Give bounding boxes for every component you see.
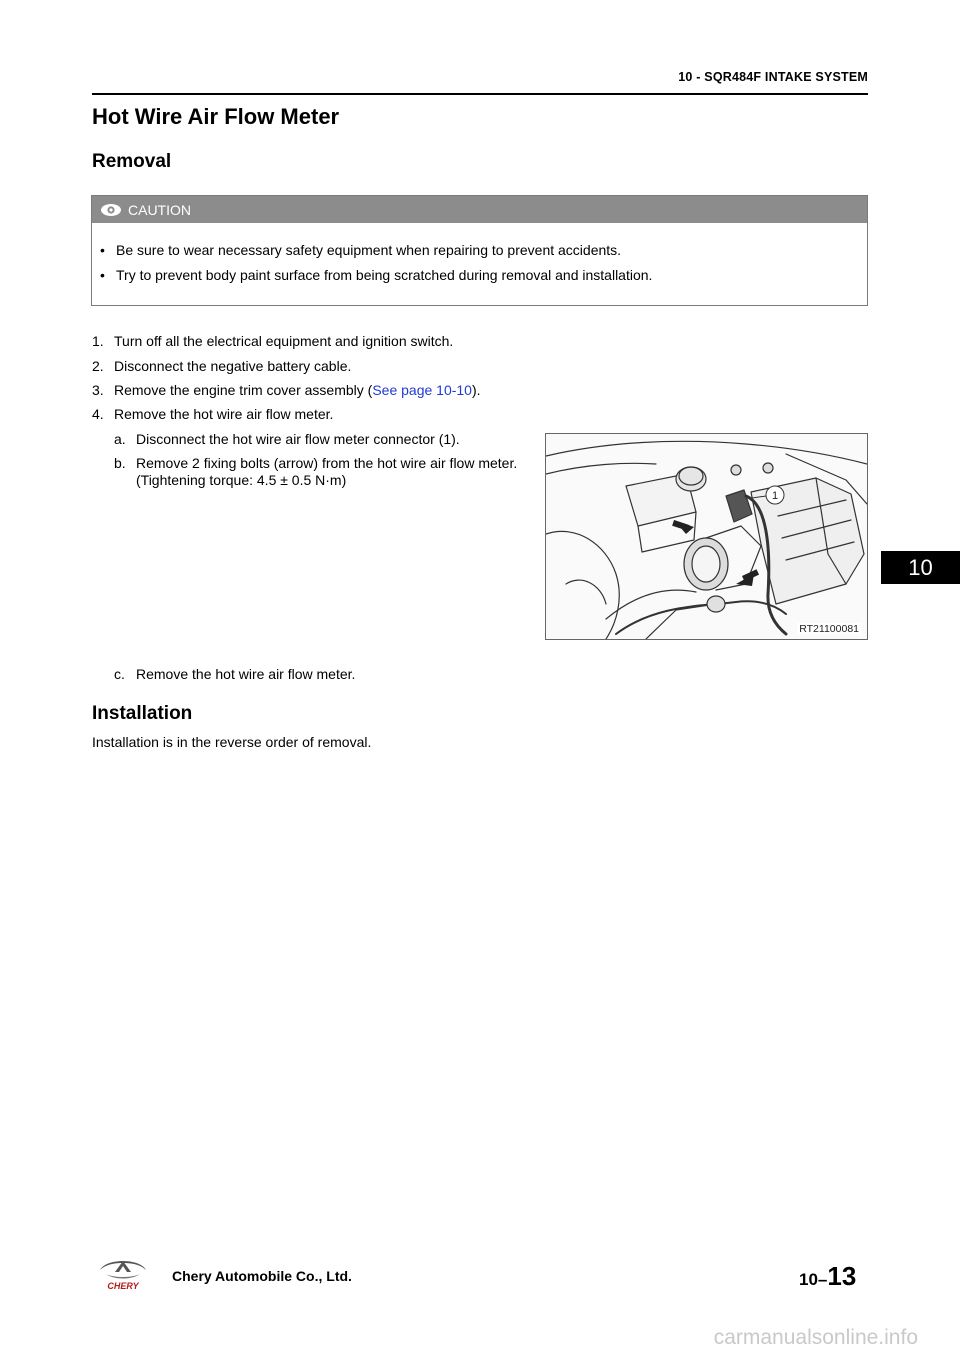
see-page-link[interactable]: See page 10-10 [372, 382, 472, 398]
step-1: 1. Turn off all the electrical equipment and ignition switch. [92, 333, 454, 349]
caution-item: • Try to prevent body paint surface from being scratched during removal and installation. [116, 267, 652, 283]
page-number: 10–13 [799, 1261, 857, 1291]
section-header: 10 - SQR484F INTAKE SYSTEM [678, 70, 868, 84]
removal-heading: Removal [92, 151, 172, 172]
engine-bay-figure [545, 433, 868, 640]
svg-text:CHERY: CHERY [107, 1281, 139, 1291]
eye-icon [100, 203, 122, 217]
chapter-tab[interactable]: 10 [881, 551, 960, 584]
engine-bay-illustration [546, 434, 867, 639]
step-2: 2. Disconnect the negative battery cable. [92, 358, 352, 374]
step-4: 4. Remove the hot wire air flow meter. [92, 406, 334, 422]
caution-label: CAUTION [128, 201, 191, 218]
substep-b: b. Remove 2 fixing bolts (arrow) from the hot wire air flow meter. (Tightening torque: 4.5 ± 0.5 N·m) [114, 455, 521, 489]
substep-a: a. Disconnect the hot wire air flow meter connector (1). [114, 431, 460, 447]
page-title: Hot Wire Air Flow Meter [92, 104, 340, 129]
callout-1-label: 1 [771, 490, 779, 502]
company-name: Chery Automobile Co., Ltd. [172, 1268, 352, 1284]
step-3: 3. Remove the engine trim cover assembly (See page 10-10). [92, 382, 481, 398]
torque-note: (Tightening torque: 4.5 ± 0.5 N·m) [136, 472, 347, 488]
figure-code: RT21100081 [799, 623, 859, 635]
caution-item: • Be sure to wear necessary safety equipment when repairing to prevent accidents. [116, 242, 621, 258]
caution-header [92, 196, 867, 223]
watermark: carmanualsonline.info [713, 1326, 918, 1349]
installation-heading: Installation [92, 703, 193, 724]
caution-box [91, 195, 868, 306]
chery-logo [92, 1256, 154, 1292]
installation-text: Installation is in the reverse order of removal. [92, 734, 372, 750]
substep-c: c. Remove the hot wire air flow meter. [114, 666, 356, 682]
header-rule [92, 93, 868, 95]
